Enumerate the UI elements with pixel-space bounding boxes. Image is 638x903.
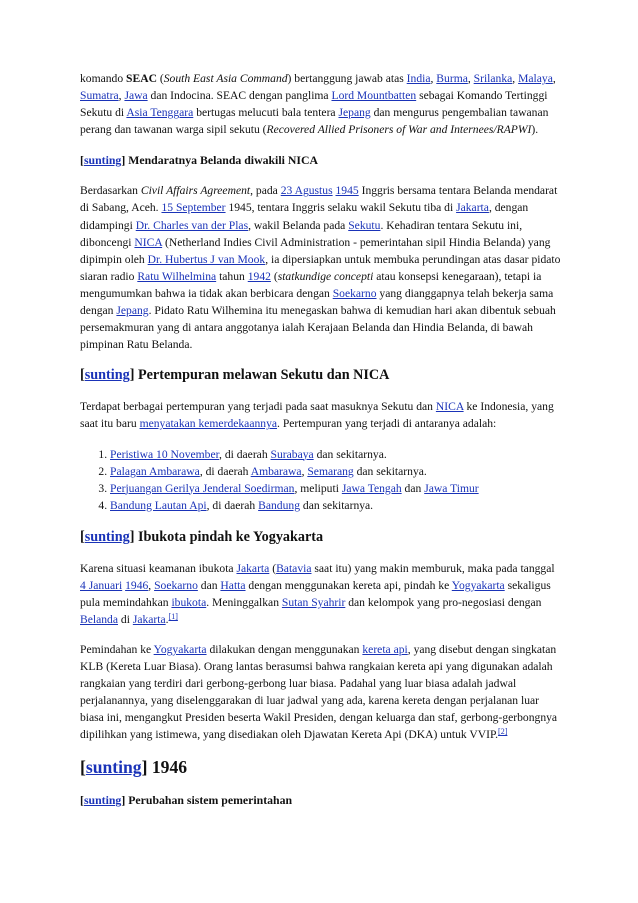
link-nica[interactable]: NICA [435, 400, 464, 414]
text-run: ( [156, 72, 164, 85]
text-run: , ia dipersiapkan untuk membuka perundingan atas dasar pidato siaran radio [80, 252, 561, 283]
text-run: dan [401, 481, 425, 495]
link-jawa-tengah[interactable]: Jawa Tengah [341, 481, 402, 495]
edit-section-link[interactable]: sunting [85, 757, 142, 778]
citation-link[interactable]: [2] [498, 727, 508, 737]
numbered-list [80, 446, 562, 514]
section-heading-ibukota-pindah-ke-yogyakarta: [sunting] Ibukota pindah ke Yogyakarta [80, 528, 324, 545]
paragraph [80, 182, 562, 353]
link-dr-hubertus-j-van-mook[interactable]: Dr. Hubertus J van Mook [147, 252, 266, 266]
link-jakarta[interactable]: Jakarta [236, 561, 270, 575]
text-run: dan mengurus pengembalian tawanan perang dan tawanan warga sipil sekutu ( [80, 106, 549, 137]
link-jawa-timur[interactable]: Jawa Timur [424, 481, 479, 495]
text-run: tahun [216, 269, 248, 283]
section-title: Mendaratnya Belanda diwakili NICA [128, 153, 318, 168]
link-dr-charles-van-der-plas[interactable]: Dr. Charles van der Plas [135, 218, 249, 232]
list-item [110, 497, 562, 514]
text-run: dan sekitarnya. [313, 447, 387, 461]
text-run: ). [531, 123, 539, 137]
link-asia-tenggara[interactable]: Asia Tenggara [126, 106, 194, 120]
link-bandung-lautan-api[interactable]: Bandung Lautan Api [110, 498, 207, 512]
section-title: Pertempuran melawan Sekutu dan NICA [137, 367, 390, 384]
text-run: Terdapat berbagai pertempuran yang terjadi pada saat masuknya Sekutu dan [80, 400, 436, 414]
text-run: , pada [250, 184, 281, 198]
citation-ref [169, 612, 178, 621]
intro-paragraph [80, 70, 562, 138]
link-srilanka[interactable]: Srilanka [473, 72, 513, 85]
link-1946[interactable]: 1946 [125, 578, 149, 592]
link-ratu-wilhelmina[interactable]: Ratu Wilhelmina [137, 269, 217, 283]
text-run: . Pertempuran yang terjadi di antaranya adalah: [277, 417, 497, 431]
link-jakarta[interactable]: Jakarta [132, 612, 166, 626]
text-run: . Meninggalkan [206, 595, 282, 609]
text-run: komando [80, 72, 127, 85]
paragraph [80, 641, 562, 744]
edit-section-link[interactable]: sunting [84, 528, 130, 545]
italic-text: Civil Affairs Agreement [140, 184, 251, 198]
link-23-agustus[interactable]: 23 Agustus [280, 184, 333, 198]
text-run: , [148, 578, 155, 592]
text-run: sebagai Komando Tertinggi Sekutu di [80, 89, 548, 120]
text-run: dan kelompok yang pro-negosiasi dengan [345, 595, 542, 609]
link-peristiwa-10-november[interactable]: Peristiwa 10 November [110, 447, 220, 461]
link-4-januari[interactable]: 4 Januari [80, 578, 123, 592]
text-run: . Pidato Ratu Wilhemina itu menegaskan bahwa di kemudian hari akan dibentuk sebuah persemakmuran yang di antara anggotanya ialah Kerajaan Belanda dan Hindia Belanda, di bawah pimpinan Ratu Belanda. [80, 304, 556, 352]
text-run: 1945, tentara Inggris selaku wakil Sekutu tiba di [225, 201, 457, 215]
link-yogyakarta[interactable]: Yogyakarta [153, 642, 207, 656]
section-heading-perubahan-sistem-pemerintahan: [sunting] Perubahan sistem pemerintahan [80, 793, 293, 808]
section-heading-mendaratnya-belanda-diwakili-nica: [sunting] Mendaratnya Belanda diwakili NICA [80, 153, 318, 168]
link-hatta[interactable]: Hatta [220, 578, 246, 592]
text-run: , di daerah [219, 447, 271, 461]
link-lord-mountbatten[interactable]: Lord Mountbatten [331, 89, 417, 103]
section-title: 1946 [151, 757, 188, 778]
text-run: di [118, 612, 133, 626]
text-run: , yang disebut dengan singkatan KLB (Kereta Luar Biasa). Orang lantas berasumsi bahwa rangkaian kereta api yang digunakan adalah rangkaian yang terdiri dari gerbong-gerbong luar biasa. Padahal yang luar biasa adalah jadwal perjalanannya, yang diselenggarakan di luar jadwal yang ada, karena kereta dengan perjalanan luar biasa ini, mengangkut Presiden beserta Wakil Presiden, dengan keluarga dan staf, gerbong-gerbongnya dipilihkan yang istimewa, yang disediakan oleh Djawatan Kereta Api (DKA) untuk VVIP. [80, 642, 558, 742]
link-jakarta[interactable]: Jakarta [456, 201, 489, 215]
link-soekarno[interactable]: Soekarno [154, 578, 198, 592]
text-run: . [165, 612, 169, 626]
text-run: , di daerah [206, 498, 259, 512]
text-run: Inggris bersama tentara Belanda mendarat di Sabang, Aceh. [80, 184, 558, 215]
link-ibukota[interactable]: ibukota [171, 595, 207, 609]
italic-text: South East Asia Command [163, 72, 288, 85]
text-run: , [301, 464, 308, 478]
section-title: Perubahan sistem pemerintahan [128, 793, 293, 808]
italic-text: Recovered Allied Prisoners of War and Internees/RAPWI [266, 123, 532, 137]
link-malaya[interactable]: Malaya [518, 72, 553, 85]
link-sekutu[interactable]: Sekutu [348, 218, 381, 232]
text-run: dilakukan dengan menggunakan [206, 642, 363, 656]
text-run: ke Indonesia, yang saat itu baru [80, 400, 554, 431]
link-1942[interactable]: 1942 [247, 269, 271, 283]
link-perjuangan-gerilya-jenderal-soedirman[interactable]: Perjuangan Gerilya Jenderal Soedirman [110, 481, 295, 495]
text-run: (Netherland Indies Civil Administration - pemerintahan sipil Hindia Belanda) yang dipimpin oleh [80, 235, 551, 266]
text-run: , [118, 89, 125, 103]
text-run: dan [197, 578, 221, 592]
bold-text: SEAC [126, 72, 157, 85]
text-run: dan sekitarnya. [353, 464, 427, 478]
text-run: ( [269, 561, 277, 575]
text-run: atau konsepsi kenegaraan), tetapi ia mengumumkan bahwa ia tidak akan berbicara dengan [80, 269, 542, 300]
text-run: yang dianggapnya telah bekerja sama dengan [80, 286, 554, 318]
text-run: bertugas melucuti bala tentera [193, 106, 339, 120]
paragraph [80, 398, 562, 432]
edit-section-link[interactable]: sunting [83, 153, 122, 168]
article-content [80, 70, 562, 822]
link-batavia[interactable]: Batavia [276, 561, 312, 575]
text-run: saat itu) yang makin memburuk, maka pada tanggal [311, 561, 555, 575]
link-india[interactable]: India [406, 72, 431, 85]
link-yogyakarta[interactable]: Yogyakarta [451, 578, 505, 592]
link-belanda[interactable]: Belanda [80, 612, 118, 626]
text-run: dan Indocina. SEAC dengan panglima [147, 89, 332, 103]
text-run: , dengan didampingi [80, 201, 529, 232]
link-burma[interactable]: Burma [436, 72, 468, 85]
text-run: , di daerah [199, 464, 251, 478]
text-run: , [467, 72, 474, 85]
text-run: . Kehadiran tentara Sekutu ini, diboncengi [80, 218, 523, 249]
italic-text: statkundige concepti [277, 269, 374, 283]
text-run: dengan menggunakan kereta api, pindah ke [245, 578, 452, 592]
list-item [110, 480, 562, 497]
text-run: , [512, 72, 519, 85]
link-jepang[interactable]: Jepang [338, 106, 371, 120]
section-heading-pertempuran-melawan-sekutu-dan-nica: [sunting] Pertempuran melawan Sekutu dan NICA [80, 367, 390, 384]
link-soekarno[interactable]: Soekarno [332, 286, 377, 300]
link-jawa[interactable]: Jawa [124, 89, 148, 103]
text-run: dan sekitarnya. [300, 498, 374, 512]
edit-section-link[interactable]: sunting [84, 367, 130, 384]
link-ambarawa[interactable]: Ambarawa [250, 464, 302, 478]
paragraph [80, 560, 562, 628]
link-15-september[interactable]: 15 September [161, 201, 226, 215]
text-run: , [430, 72, 437, 85]
text-run: ) bertanggung jawab atas [287, 72, 407, 85]
text-run: ( [270, 269, 278, 283]
text-run: , [552, 72, 556, 85]
text-run: , wakil Belanda pada [248, 218, 349, 232]
link-nica[interactable]: NICA [134, 235, 163, 249]
text-run: Pemindahan ke [80, 642, 154, 656]
text-run: sekaligus pula memindahkan [80, 578, 551, 609]
list-item [110, 446, 562, 463]
text-run: Karena situasi keamanan ibukota [80, 561, 237, 575]
section-heading-1946: [sunting] 1946 [80, 757, 188, 778]
link-menyatakan-kemerdekaannya[interactable]: menyatakan kemerdekaannya [139, 417, 278, 431]
citation-ref [498, 727, 507, 736]
edit-section-link[interactable]: sunting [83, 793, 122, 808]
list-item [110, 463, 562, 480]
link-sutan-syahrir[interactable]: Sutan Syahrir [281, 595, 346, 609]
citation-link[interactable]: [1] [168, 611, 178, 621]
link-bandung[interactable]: Bandung [258, 498, 300, 512]
text-run: , meliputi [294, 481, 342, 495]
link-surabaya[interactable]: Surabaya [270, 447, 314, 461]
text-run: Berdasarkan [80, 184, 141, 198]
link-semarang[interactable]: Semarang [307, 464, 354, 478]
link-1945[interactable]: 1945 [335, 184, 359, 198]
link-jepang[interactable]: Jepang [116, 304, 149, 318]
link-kereta-api[interactable]: kereta api [362, 642, 408, 656]
section-title: Ibukota pindah ke Yogyakarta [137, 528, 324, 545]
link-sumatra[interactable]: Sumatra [80, 89, 119, 103]
link-palagan-ambarawa[interactable]: Palagan Ambarawa [110, 464, 200, 478]
